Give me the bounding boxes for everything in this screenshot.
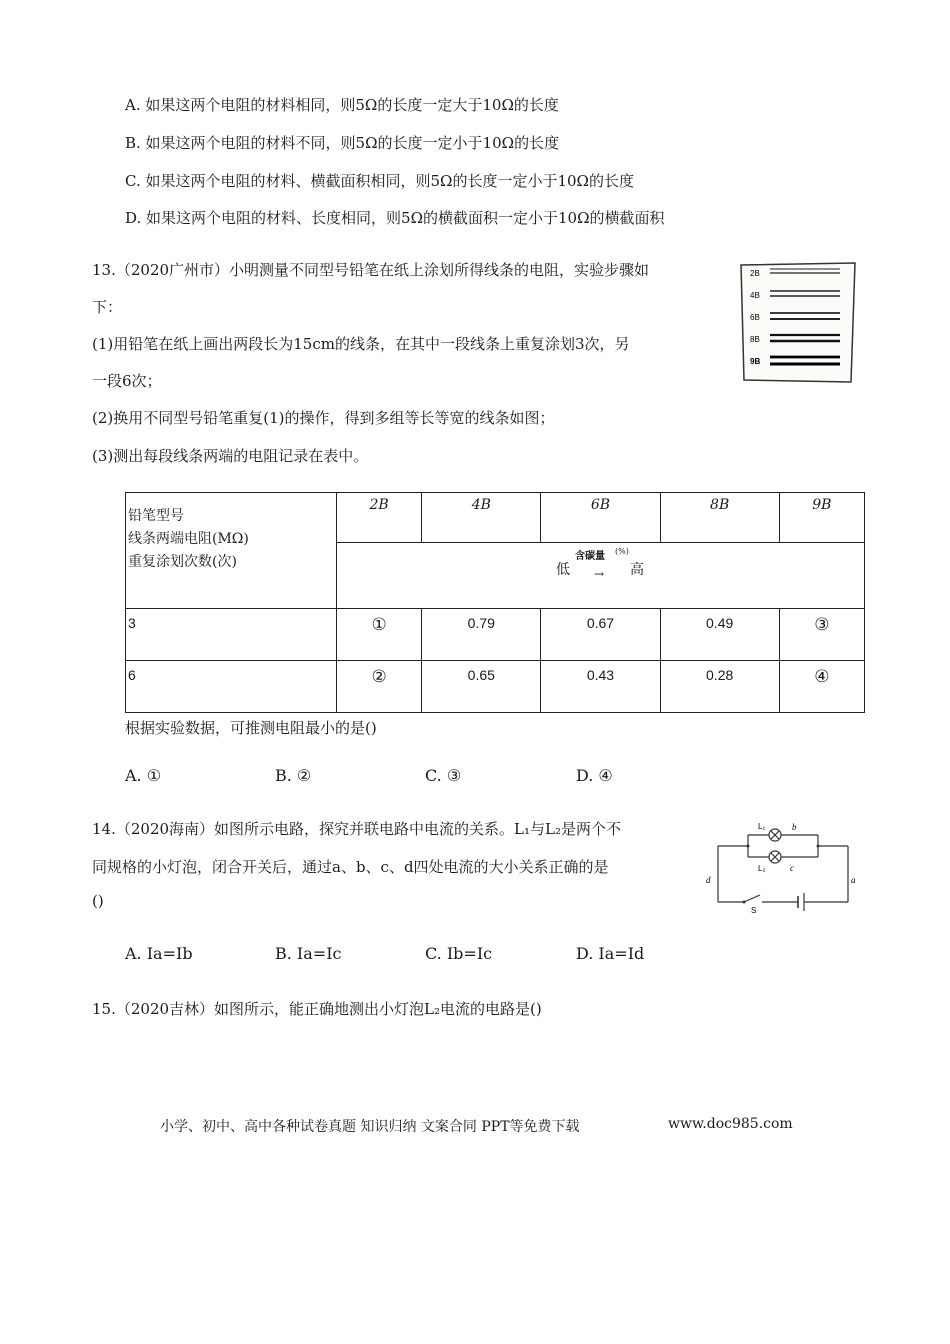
- figure-label-6b: 6B: [750, 313, 760, 322]
- cell-value: 0.49: [660, 609, 779, 661]
- figure-label-9b: 9B: [750, 357, 761, 366]
- col-header-2b: 2B: [337, 493, 422, 543]
- q12-option-c: C. 如果这两个电阻的材料、横截面积相同，则5Ω的长度一定小于10Ω的长度: [125, 172, 634, 190]
- q14-line3: (): [92, 892, 104, 910]
- q14-line1: 14.（2020海南）如图所示电路，探究并联电路中电流的关系。L₁与L₂是两个不: [92, 820, 621, 838]
- q12-option-a: A. 如果这两个电阻的材料相同，则5Ω的长度一定大于10Ω的长度: [125, 96, 559, 114]
- cell-value: 0.43: [541, 661, 660, 713]
- cell-value: 0.28: [660, 661, 779, 713]
- figure-label-2b: 2B: [750, 269, 760, 278]
- col-header-8b: 8B: [660, 493, 779, 543]
- cell-value: 0.65: [422, 661, 541, 713]
- figure-label-4b: 4B: [750, 291, 760, 300]
- carbon-label: 含碳量: [575, 551, 605, 562]
- table-row: [126, 661, 865, 713]
- carbon-unit: (%): [615, 547, 629, 556]
- q13-step1a: (1)用铅笔在纸上画出两段长为15cm的线条，在其中一段线条上重复涂划3次，另: [92, 335, 630, 353]
- row-label-6: 6: [126, 661, 337, 713]
- q14-option-a: A. Ia=Ib: [125, 944, 193, 963]
- q14-option-d: D. Ia=Id: [576, 944, 645, 963]
- carbon-content-cell: [337, 543, 865, 609]
- q13-step2: (2)换用不同型号铅笔重复(1)的操作，得到多组等长等宽的线条如图；: [92, 409, 555, 427]
- cell-blank-2: ②: [337, 661, 422, 713]
- figure-label-8b: 8B: [750, 335, 760, 344]
- pencil-lines-figure: [738, 262, 858, 384]
- cell-blank-4: ④: [779, 661, 864, 713]
- cell-blank-1: ①: [337, 609, 422, 661]
- table-row: [126, 609, 865, 661]
- carbon-high: 高: [630, 562, 644, 578]
- q13-option-c: C. ③: [425, 766, 462, 785]
- cell-value: 0.67: [541, 609, 660, 661]
- row-header-line2: 线条两端电阻(MΩ): [128, 531, 249, 547]
- q13-step3: (3)测出每段线条两端的电阻记录在表中。: [92, 447, 369, 465]
- q13-option-d: D. ④: [576, 766, 613, 785]
- q13-data-table: [125, 492, 865, 713]
- col-header-6b: 6B: [541, 493, 660, 543]
- footer-text: 小学、初中、高中各种试卷真题 知识归纳 文案合同 PPT等免费下载: [160, 1119, 580, 1135]
- q14-option-c: C. Ib=Ic: [425, 944, 493, 963]
- table-row-header: [126, 493, 337, 609]
- q13-option-a: A. ①: [125, 766, 162, 785]
- row-header-line3: 重复涂划次数(次): [128, 554, 237, 570]
- point-c-label: c: [790, 863, 794, 873]
- row-header-line1: 铅笔型号: [128, 508, 184, 524]
- q13-step1b: 一段6次；: [92, 372, 162, 390]
- col-header-4b: 4B: [422, 493, 541, 543]
- q12-option-b: B. 如果这两个电阻的材料不同，则5Ω的长度一定小于10Ω的长度: [125, 134, 560, 152]
- row-label-3: 3: [126, 609, 337, 661]
- q13-line2: 下：: [92, 298, 123, 316]
- carbon-low: 低: [556, 562, 570, 578]
- parallel-circuit-diagram: [700, 815, 865, 915]
- q13-option-b: B. ②: [275, 766, 312, 785]
- footer-link[interactable]: www.doc985.com: [668, 1116, 793, 1132]
- col-header-9b: 9B: [779, 493, 864, 543]
- point-d-label: d: [706, 875, 711, 885]
- q15-line1: 15.（2020吉林）如图所示，能正确地测出小灯泡L₂电流的电路是(): [92, 1000, 542, 1018]
- cell-value: 0.79: [422, 609, 541, 661]
- carbon-arrow: →: [594, 567, 605, 581]
- point-a-label: a: [851, 875, 856, 885]
- q14-option-b: B. Ia=Ic: [275, 944, 342, 963]
- lamp-l1-label: L₁: [758, 822, 766, 831]
- q13-line1: 13.（2020广州市）小明测量不同型号铅笔在纸上涂划所得线条的电阻，实验步骤如: [92, 261, 650, 279]
- cell-blank-3: ③: [779, 609, 864, 661]
- point-b-label: b: [792, 822, 797, 832]
- q12-option-d: D. 如果这两个电阻的材料、长度相同，则5Ω的横截面积一定小于10Ω的横截面积: [125, 209, 665, 227]
- q13-question: 根据实验数据，可推测电阻最小的是(): [125, 719, 377, 737]
- q14-line2: 同规格的小灯泡，闭合开关后，通过a、b、c、d四处电流的大小关系正确的是: [92, 858, 609, 876]
- switch-label: S: [751, 906, 757, 915]
- lamp-l2-label: L₂: [758, 864, 766, 873]
